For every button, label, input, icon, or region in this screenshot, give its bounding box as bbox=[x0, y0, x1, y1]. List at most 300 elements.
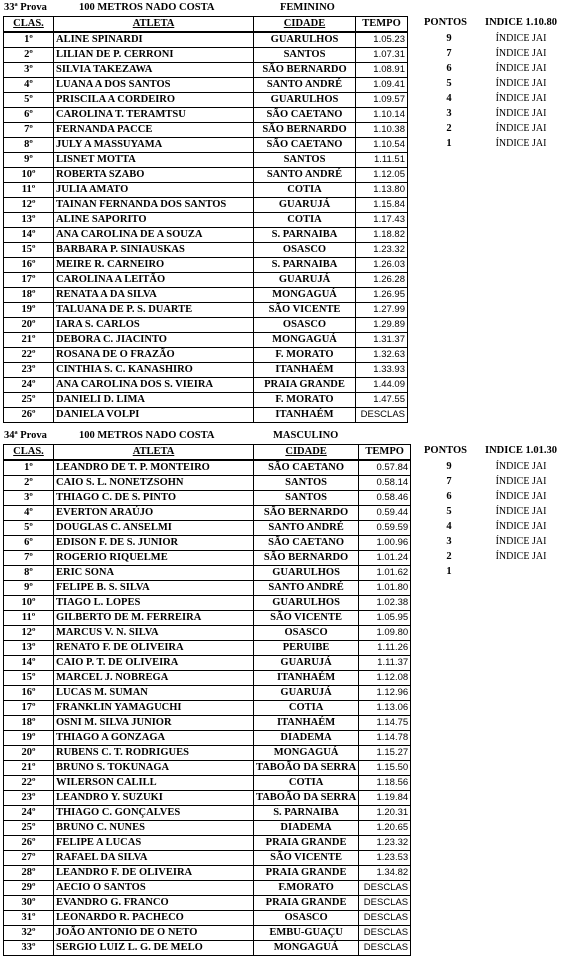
cell-atleta: EDISON F. DE S. JUNIOR bbox=[54, 536, 254, 551]
cell-atleta: LISNET MOTTA bbox=[54, 153, 254, 168]
indice-value: ÍNDICE JAI bbox=[495, 93, 547, 104]
cell-atleta: ERIC SONA bbox=[54, 566, 254, 581]
table-row bbox=[4, 896, 411, 911]
cell-cidade: SÃO CAETANO bbox=[254, 536, 359, 551]
cell-cidade: DIADEMA bbox=[254, 731, 359, 746]
table-row bbox=[4, 656, 411, 671]
cell-atleta: JULY A MASSUYAMA bbox=[54, 138, 254, 153]
cell-cidade: S. PARNAIBA bbox=[254, 258, 356, 273]
cell-clas: 13º bbox=[4, 213, 54, 228]
cell-clas: 22º bbox=[4, 776, 54, 791]
cell-clas: 7º bbox=[4, 551, 54, 566]
cell-tempo: 1.09.41 bbox=[356, 78, 408, 93]
cell-atleta: THIAGO A GONZAGA bbox=[54, 731, 254, 746]
table-row bbox=[4, 866, 411, 881]
cell-tempo: 0.57.84 bbox=[359, 460, 411, 476]
cell-atleta: ALINE SPINARDI bbox=[54, 32, 254, 48]
cell-tempo: 1.23.32 bbox=[356, 243, 408, 258]
prova-number: 33ª Prova bbox=[4, 2, 47, 13]
cell-cidade: GUARULHOS bbox=[254, 596, 359, 611]
cell-clas: 16º bbox=[4, 686, 54, 701]
cell-clas: 4º bbox=[4, 506, 54, 521]
results-table bbox=[3, 16, 408, 423]
cell-atleta: WILERSON CALILL bbox=[54, 776, 254, 791]
cell-clas: 15º bbox=[4, 671, 54, 686]
cell-clas: 22º bbox=[4, 348, 54, 363]
cell-atleta: THIAGO C. DE S. PINTO bbox=[54, 491, 254, 506]
cell-tempo: 0.58.46 bbox=[359, 491, 411, 506]
cell-tempo: 1.33.93 bbox=[356, 363, 408, 378]
points-value: 3 bbox=[446, 536, 452, 547]
table-row bbox=[4, 881, 411, 896]
table-row bbox=[4, 228, 408, 243]
table-row bbox=[4, 288, 408, 303]
table-row bbox=[4, 701, 411, 716]
cell-clas: 1º bbox=[4, 460, 54, 476]
table-row bbox=[4, 521, 411, 536]
cell-tempo: 1.23.32 bbox=[359, 836, 411, 851]
cell-clas: 12º bbox=[4, 626, 54, 641]
cell-cidade: ITANHAÉM bbox=[254, 363, 356, 378]
cell-tempo: 1.27.99 bbox=[356, 303, 408, 318]
cell-atleta: EVERTON ARAÚJO bbox=[54, 506, 254, 521]
cell-cidade: GUARULHOS bbox=[254, 93, 356, 108]
cell-atleta: LUANA A DOS SANTOS bbox=[54, 78, 254, 93]
cell-clas: 2º bbox=[4, 476, 54, 491]
col-header-cidade: CIDADE bbox=[254, 445, 359, 461]
table-row bbox=[4, 731, 411, 746]
cell-cidade: OSASCO bbox=[254, 911, 359, 926]
cell-clas: 7º bbox=[4, 123, 54, 138]
table-header-row bbox=[4, 17, 408, 33]
points-value: 1 bbox=[446, 566, 452, 577]
table-row bbox=[4, 776, 411, 791]
cell-cidade: SÃO CAETANO bbox=[254, 138, 356, 153]
cell-atleta: FERNANDA PACCE bbox=[54, 123, 254, 138]
cell-tempo: 1.12.96 bbox=[359, 686, 411, 701]
cell-atleta: FELIPE B. S. SILVA bbox=[54, 581, 254, 596]
cell-cidade: MONGAGUÁ bbox=[254, 333, 356, 348]
cell-clas: 29º bbox=[4, 881, 54, 896]
cell-clas: 25º bbox=[4, 821, 54, 836]
table-row bbox=[4, 333, 408, 348]
cell-clas: 6º bbox=[4, 108, 54, 123]
table-row bbox=[4, 32, 408, 48]
table-row bbox=[4, 183, 408, 198]
col-header-tempo: TEMPO bbox=[359, 445, 411, 461]
cell-cidade: PRAIA GRANDE bbox=[254, 836, 359, 851]
cell-atleta: RENATO F. DE OLIVEIRA bbox=[54, 641, 254, 656]
cell-tempo: 0.58.14 bbox=[359, 476, 411, 491]
cell-cidade: SANTO ANDRÉ bbox=[254, 78, 356, 93]
points-value: 7 bbox=[446, 476, 452, 487]
indice-value: ÍNDICE JAI bbox=[495, 48, 547, 59]
prova-number: 34ª Prova bbox=[4, 430, 47, 441]
cell-atleta: IARA S. CARLOS bbox=[54, 318, 254, 333]
cell-atleta: BARBARA P. SINIAUSKAS bbox=[54, 243, 254, 258]
cell-clas: 23º bbox=[4, 791, 54, 806]
col-header-tempo: TEMPO bbox=[356, 17, 408, 33]
cell-clas: 30º bbox=[4, 896, 54, 911]
cell-tempo: 1.29.89 bbox=[356, 318, 408, 333]
cell-tempo: 1.44.09 bbox=[356, 378, 408, 393]
cell-cidade: COTIA bbox=[254, 776, 359, 791]
points-value: 5 bbox=[446, 506, 452, 517]
cell-cidade: COTIA bbox=[254, 213, 356, 228]
cell-clas: 21º bbox=[4, 333, 54, 348]
cell-atleta: CAIO P. T. DE OLIVEIRA bbox=[54, 656, 254, 671]
table-row bbox=[4, 791, 411, 806]
cell-clas: 5º bbox=[4, 521, 54, 536]
cell-tempo: 1.23.53 bbox=[359, 851, 411, 866]
table-row bbox=[4, 671, 411, 686]
cell-tempo: 1.20.65 bbox=[359, 821, 411, 836]
cell-cidade: MONGAGUÁ bbox=[254, 288, 356, 303]
cell-tempo: 1.13.06 bbox=[359, 701, 411, 716]
table-row bbox=[4, 168, 408, 183]
table-row bbox=[4, 198, 408, 213]
table-row bbox=[4, 93, 408, 108]
table-row bbox=[4, 476, 411, 491]
cell-atleta: THIAGO C. GONÇALVES bbox=[54, 806, 254, 821]
cell-atleta: ALINE SAPORITO bbox=[54, 213, 254, 228]
cell-clas: 14º bbox=[4, 656, 54, 671]
table-row bbox=[4, 941, 411, 956]
table-row bbox=[4, 123, 408, 138]
cell-clas: 10º bbox=[4, 596, 54, 611]
cell-tempo: 1.15.50 bbox=[359, 761, 411, 776]
points-value: 4 bbox=[446, 93, 452, 104]
table-row bbox=[4, 48, 408, 63]
cell-tempo: 1.10.38 bbox=[356, 123, 408, 138]
points-value: 6 bbox=[446, 63, 452, 74]
cell-atleta: EVANDRO G. FRANCO bbox=[54, 896, 254, 911]
cell-clas: 18º bbox=[4, 288, 54, 303]
cell-cidade: PERUIBE bbox=[254, 641, 359, 656]
cell-clas: 11º bbox=[4, 611, 54, 626]
table-row bbox=[4, 213, 408, 228]
table-row bbox=[4, 408, 408, 423]
cell-cidade: F. MORATO bbox=[254, 393, 356, 408]
cell-atleta: DANIELA VOLPI bbox=[54, 408, 254, 423]
indice-value: ÍNDICE JAI bbox=[495, 33, 547, 44]
cell-cidade: MONGAGUÁ bbox=[254, 746, 359, 761]
table-row bbox=[4, 303, 408, 318]
cell-tempo: 1.31.37 bbox=[356, 333, 408, 348]
cell-tempo: 1.26.03 bbox=[356, 258, 408, 273]
table-row bbox=[4, 596, 411, 611]
table-row bbox=[4, 716, 411, 731]
cell-cidade: OSASCO bbox=[254, 318, 356, 333]
cell-cidade: SANTOS bbox=[254, 153, 356, 168]
cell-clas: 25º bbox=[4, 393, 54, 408]
gender-label: FEMININO bbox=[280, 2, 335, 13]
cell-clas: 19º bbox=[4, 731, 54, 746]
cell-atleta: DANIELI D. LIMA bbox=[54, 393, 254, 408]
cell-cidade: PRAIA GRANDE bbox=[254, 896, 359, 911]
cell-cidade: SÃO VICENTE bbox=[254, 303, 356, 318]
cell-clas: 19º bbox=[4, 303, 54, 318]
cell-cidade: SANTO ANDRÉ bbox=[254, 168, 356, 183]
cell-cidade: GUARUJÁ bbox=[254, 686, 359, 701]
col-header-atleta: ATLETA bbox=[54, 17, 254, 33]
cell-cidade: SÃO CAETANO bbox=[254, 108, 356, 123]
cell-tempo: 1.18.56 bbox=[359, 776, 411, 791]
cell-atleta: AECIO O SANTOS bbox=[54, 881, 254, 896]
cell-cidade: S. PARNAIBA bbox=[254, 806, 359, 821]
table-row bbox=[4, 153, 408, 168]
results-table bbox=[3, 444, 411, 956]
cell-atleta: JULIA AMATO bbox=[54, 183, 254, 198]
cell-atleta: FRANKLIN YAMAGUCHI bbox=[54, 701, 254, 716]
cell-tempo: 1.09.80 bbox=[359, 626, 411, 641]
cell-cidade: GUARUJÁ bbox=[254, 273, 356, 288]
cell-cidade: F.MORATO bbox=[254, 881, 359, 896]
table-row bbox=[4, 851, 411, 866]
cell-clas: 31º bbox=[4, 911, 54, 926]
col-header-clas: CLAS. bbox=[4, 17, 54, 33]
table-row bbox=[4, 686, 411, 701]
cell-atleta: SILVIA TAKEZAWA bbox=[54, 63, 254, 78]
table-row bbox=[4, 491, 411, 506]
cell-tempo: 1.08.91 bbox=[356, 63, 408, 78]
cell-cidade: PRAIA GRANDE bbox=[254, 866, 359, 881]
cell-atleta: BRUNO S. TOKUNAGA bbox=[54, 761, 254, 776]
cell-tempo: 1.13.80 bbox=[356, 183, 408, 198]
cell-cidade: SÃO BERNARDO bbox=[254, 123, 356, 138]
cell-atleta: MEIRE R. CARNEIRO bbox=[54, 258, 254, 273]
cell-atleta: LEANDRO F. DE OLIVEIRA bbox=[54, 866, 254, 881]
event-title: 100 METROS NADO COSTA bbox=[79, 430, 215, 441]
table-row bbox=[4, 348, 408, 363]
cell-tempo: 1.10.14 bbox=[356, 108, 408, 123]
cell-cidade: S. PARNAIBA bbox=[254, 228, 356, 243]
event-title: 100 METROS NADO COSTA bbox=[79, 2, 215, 13]
cell-clas: 13º bbox=[4, 641, 54, 656]
points-value: 9 bbox=[446, 33, 452, 44]
indice-value: ÍNDICE JAI bbox=[495, 123, 547, 134]
cell-tempo: 1.12.08 bbox=[359, 671, 411, 686]
pontos-header: PONTOS bbox=[424, 445, 467, 456]
indice-value: ÍNDICE JAI bbox=[495, 536, 547, 547]
cell-atleta: LUCAS M. SUMAN bbox=[54, 686, 254, 701]
cell-tempo: 1.14.78 bbox=[359, 731, 411, 746]
table-row bbox=[4, 108, 408, 123]
cell-clas: 26º bbox=[4, 408, 54, 423]
cell-cidade: EMBU-GUAÇU bbox=[254, 926, 359, 941]
cell-clas: 17º bbox=[4, 701, 54, 716]
cell-tempo: 1.00.96 bbox=[359, 536, 411, 551]
cell-atleta: ROGERIO RIQUELME bbox=[54, 551, 254, 566]
cell-tempo: 1.11.51 bbox=[356, 153, 408, 168]
cell-tempo: 1.11.37 bbox=[359, 656, 411, 671]
cell-cidade: SÃO VICENTE bbox=[254, 611, 359, 626]
points-value: 1 bbox=[446, 138, 452, 149]
cell-tempo: 1.32.63 bbox=[356, 348, 408, 363]
cell-atleta: LEONARDO R. PACHECO bbox=[54, 911, 254, 926]
cell-tempo: 1.12.05 bbox=[356, 168, 408, 183]
cell-tempo: 1.05.95 bbox=[359, 611, 411, 626]
table-row bbox=[4, 506, 411, 521]
cell-tempo: 1.10.54 bbox=[356, 138, 408, 153]
cell-tempo: 1.05.23 bbox=[356, 32, 408, 48]
indice-header: INDICE 1.10.80 bbox=[485, 17, 558, 28]
table-row bbox=[4, 746, 411, 761]
cell-tempo: DESCLAS bbox=[356, 408, 408, 423]
cell-cidade: SÃO BERNARDO bbox=[254, 506, 359, 521]
cell-tempo: 1.01.24 bbox=[359, 551, 411, 566]
indice-header: INDICE 1.01.30 bbox=[485, 445, 558, 456]
col-header-cidade: CIDADE bbox=[254, 17, 356, 33]
points-value: 5 bbox=[446, 78, 452, 89]
cell-tempo: 1.15.84 bbox=[356, 198, 408, 213]
cell-cidade: SÃO CAETANO bbox=[254, 460, 359, 476]
cell-atleta: LILIAN DE P. CERRONI bbox=[54, 48, 254, 63]
pontos-header: PONTOS bbox=[424, 17, 467, 28]
cell-cidade: GUARUJÁ bbox=[254, 198, 356, 213]
cell-atleta: MARCUS V. N. SILVA bbox=[54, 626, 254, 641]
cell-atleta: JOÃO ANTONIO DE O NETO bbox=[54, 926, 254, 941]
cell-atleta: GILBERTO DE M. FERREIRA bbox=[54, 611, 254, 626]
cell-clas: 9º bbox=[4, 581, 54, 596]
cell-tempo: 1.01.80 bbox=[359, 581, 411, 596]
table-row bbox=[4, 581, 411, 596]
cell-tempo: 1.18.82 bbox=[356, 228, 408, 243]
cell-clas: 33º bbox=[4, 941, 54, 956]
cell-clas: 32º bbox=[4, 926, 54, 941]
cell-clas: 21º bbox=[4, 761, 54, 776]
table-row bbox=[4, 551, 411, 566]
cell-clas: 5º bbox=[4, 93, 54, 108]
cell-clas: 17º bbox=[4, 273, 54, 288]
cell-tempo: 1.47.55 bbox=[356, 393, 408, 408]
cell-tempo: DESCLAS bbox=[359, 911, 411, 926]
cell-clas: 1º bbox=[4, 32, 54, 48]
cell-atleta: TIAGO L. LOPES bbox=[54, 596, 254, 611]
table-row bbox=[4, 78, 408, 93]
table-row bbox=[4, 926, 411, 941]
cell-atleta: ANA CAROLINA DE A SOUZA bbox=[54, 228, 254, 243]
cell-cidade: MONGAGUÁ bbox=[254, 941, 359, 956]
cell-clas: 2º bbox=[4, 48, 54, 63]
points-value: 2 bbox=[446, 551, 452, 562]
cell-cidade: F. MORATO bbox=[254, 348, 356, 363]
table-row bbox=[4, 821, 411, 836]
cell-clas: 10º bbox=[4, 168, 54, 183]
indice-value: ÍNDICE JAI bbox=[495, 108, 547, 119]
cell-cidade: OSASCO bbox=[254, 243, 356, 258]
indice-value: ÍNDICE JAI bbox=[495, 491, 547, 502]
table-row bbox=[4, 536, 411, 551]
indice-value: ÍNDICE JAI bbox=[495, 506, 547, 517]
cell-atleta: RAFAEL DA SILVA bbox=[54, 851, 254, 866]
table-row bbox=[4, 393, 408, 408]
cell-clas: 20º bbox=[4, 318, 54, 333]
table-row bbox=[4, 138, 408, 153]
points-value: 4 bbox=[446, 521, 452, 532]
cell-atleta: ANA CAROLINA DOS S. VIEIRA bbox=[54, 378, 254, 393]
cell-clas: 9º bbox=[4, 153, 54, 168]
cell-cidade: TABOÃO DA SERRA bbox=[254, 761, 359, 776]
cell-cidade: SANTO ANDRÉ bbox=[254, 521, 359, 536]
cell-cidade: SÃO BERNARDO bbox=[254, 551, 359, 566]
cell-cidade: SANTOS bbox=[254, 476, 359, 491]
cell-atleta: LEANDRO DE T. P. MONTEIRO bbox=[54, 460, 254, 476]
indice-value: ÍNDICE JAI bbox=[495, 461, 547, 472]
cell-tempo: 1.07.31 bbox=[356, 48, 408, 63]
cell-atleta: PRISCILA A CORDEIRO bbox=[54, 93, 254, 108]
cell-clas: 12º bbox=[4, 198, 54, 213]
table-row bbox=[4, 273, 408, 288]
cell-cidade: GUARULHOS bbox=[254, 566, 359, 581]
cell-clas: 24º bbox=[4, 378, 54, 393]
indice-value: ÍNDICE JAI bbox=[495, 476, 547, 487]
cell-clas: 28º bbox=[4, 866, 54, 881]
table-row bbox=[4, 911, 411, 926]
cell-atleta: ROBERTA SZABO bbox=[54, 168, 254, 183]
cell-tempo: 1.26.95 bbox=[356, 288, 408, 303]
col-header-atleta: ATLETA bbox=[54, 445, 254, 461]
cell-cidade: DIADEMA bbox=[254, 821, 359, 836]
table-row bbox=[4, 806, 411, 821]
table-row bbox=[4, 626, 411, 641]
cell-cidade: ITANHAÉM bbox=[254, 671, 359, 686]
cell-clas: 3º bbox=[4, 491, 54, 506]
points-value: 2 bbox=[446, 123, 452, 134]
cell-clas: 11º bbox=[4, 183, 54, 198]
cell-cidade: COTIA bbox=[254, 701, 359, 716]
cell-clas: 26º bbox=[4, 836, 54, 851]
indice-value: ÍNDICE JAI bbox=[495, 78, 547, 89]
cell-clas: 8º bbox=[4, 138, 54, 153]
cell-tempo: DESCLAS bbox=[359, 896, 411, 911]
cell-clas: 3º bbox=[4, 63, 54, 78]
cell-cidade: GUARUJÁ bbox=[254, 656, 359, 671]
cell-clas: 16º bbox=[4, 258, 54, 273]
cell-atleta: CAROLINA T. TERAMTSU bbox=[54, 108, 254, 123]
indice-value: ÍNDICE JAI bbox=[495, 521, 547, 532]
cell-atleta: LEANDRO Y. SUZUKI bbox=[54, 791, 254, 806]
cell-atleta: RUBENS C. T. RODRIGUES bbox=[54, 746, 254, 761]
cell-clas: 4º bbox=[4, 78, 54, 93]
cell-tempo: 1.11.26 bbox=[359, 641, 411, 656]
cell-tempo: DESCLAS bbox=[359, 941, 411, 956]
table-row bbox=[4, 258, 408, 273]
cell-clas: 20º bbox=[4, 746, 54, 761]
table-row bbox=[4, 566, 411, 581]
table-row bbox=[4, 836, 411, 851]
cell-atleta: MARCEL J. NOBREGA bbox=[54, 671, 254, 686]
table-row bbox=[4, 641, 411, 656]
points-value: 7 bbox=[446, 48, 452, 59]
table-header-row bbox=[4, 445, 411, 461]
cell-tempo: DESCLAS bbox=[359, 926, 411, 941]
points-value: 3 bbox=[446, 108, 452, 119]
cell-atleta: CAROLINA A LEITÃO bbox=[54, 273, 254, 288]
table-row bbox=[4, 460, 411, 476]
cell-tempo: 1.09.57 bbox=[356, 93, 408, 108]
cell-tempo: 1.19.84 bbox=[359, 791, 411, 806]
cell-cidade: TABOÃO DA SERRA bbox=[254, 791, 359, 806]
points-value: 6 bbox=[446, 491, 452, 502]
cell-atleta: FELIPE A LUCAS bbox=[54, 836, 254, 851]
cell-atleta: ROSANA DE O FRAZÃO bbox=[54, 348, 254, 363]
table-row bbox=[4, 363, 408, 378]
cell-tempo: 1.26.28 bbox=[356, 273, 408, 288]
cell-cidade: OSASCO bbox=[254, 626, 359, 641]
cell-cidade: SANTO ANDRÉ bbox=[254, 581, 359, 596]
cell-atleta: CINTHIA S. C. KANASHIRO bbox=[54, 363, 254, 378]
